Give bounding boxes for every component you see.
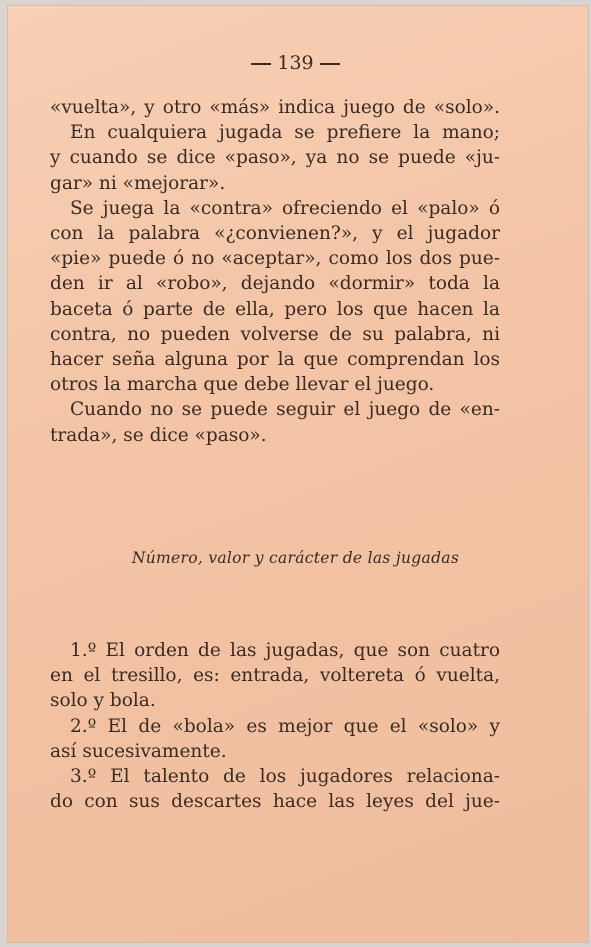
text-line: 1.º El orden de las jugadas, que son cuatro xyxy=(70,640,500,661)
text-line: con la palabra «¿convienen?», y el jugador xyxy=(50,223,500,245)
paragraph-block-2 xyxy=(50,638,500,814)
text-line: Se juega la «contra» ofreciendo el «palo» ó xyxy=(70,197,500,219)
text-line: do con sus descartes hace las leyes del jue- xyxy=(50,791,500,813)
text-line: 2.º El de «bola» es mejor que el «solo» y xyxy=(70,715,500,737)
text-line: así sucesivamente. xyxy=(50,740,227,762)
section-heading: Número, valor y carácter de las jugadas xyxy=(131,549,460,567)
paragraph-block-1 xyxy=(50,95,500,448)
text-line: contra, no pueden volverse de su palabra, ni xyxy=(50,323,500,345)
text-line: «pie» puede ó no «aceptar», como los dos pue- xyxy=(50,248,500,270)
text-line: En cualquiera jugada se prefiere la mano; xyxy=(70,122,500,144)
text-line: otros la marcha que debe llevar el juego. xyxy=(50,374,435,396)
page-number xyxy=(0,52,591,74)
text-line: en el tresillo, es: entrada, voltereta ó vuelta, xyxy=(50,665,500,687)
text-line: y cuando se dice «paso», ya no se puede «ju- xyxy=(50,147,500,169)
page-number-text: 139 xyxy=(277,52,314,74)
text-line: gar» ni «mejorar». xyxy=(50,172,226,194)
text-line: hacer seña alguna por la que comprendan los xyxy=(50,349,500,371)
page-number-dash-left xyxy=(251,63,271,65)
text-line: baceta ó parte de ella, pero los que hacen la xyxy=(50,298,500,320)
text-line: den ir al «robo», dejando «dormir» toda la xyxy=(50,273,500,295)
text-line: Cuando no se puede seguir el juego de «en- xyxy=(70,399,500,421)
page-number-dash-right xyxy=(320,63,340,65)
text-line: trada», se dice «paso». xyxy=(50,424,267,446)
text-line: solo y bola. xyxy=(50,690,156,712)
text-line: 3.º El talento de los jugadores relaciona- xyxy=(70,766,500,788)
text-line: «vuelta», y otro «más» indica juego de «solo». xyxy=(50,97,500,118)
